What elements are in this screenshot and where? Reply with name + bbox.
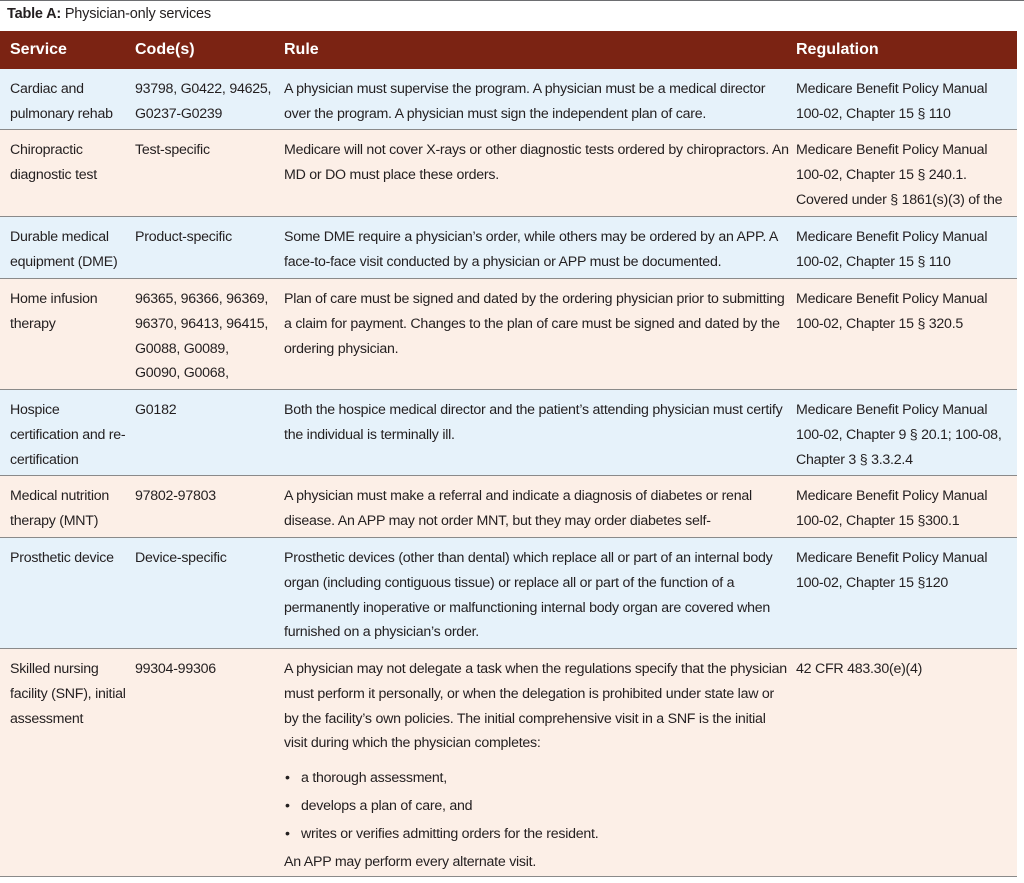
regulation-cell: Medicare Benefit Policy Manual 100-02, Chapter 15 §120 [796, 550, 988, 591]
rule-bullet-item: • a thorough assessment, [284, 766, 789, 791]
regulation-cell: Medicare Benefit Policy Manual 100-02, Chapter 15 § 110 [796, 81, 988, 122]
regulation-cell: Medicare Benefit Policy Manual 100-02, Chapter 9 § 20.1; 100-08, Chapter 3 § 3.3.2.4 [796, 402, 1002, 468]
column-header-codes: Code(s) [135, 41, 195, 58]
table-caption [0, 0, 1024, 29]
table-row-snf [0, 649, 1017, 877]
service-cell: Chiropractic diagnostic test [10, 142, 97, 183]
column-header-regulation: Regulation [796, 41, 879, 58]
service-cell: Hospice certification and re- certification [10, 402, 126, 468]
codes-cell: Device-specific [135, 550, 227, 566]
rule-cell: Some DME require a physician’s order, while others may be ordered by an APP. A face-to-face visit conducted by a physician or APP must be documented. [284, 229, 778, 270]
codes-cell: Test-specific [135, 142, 210, 158]
rule-bullet-item: • develops a plan of care, and [284, 794, 789, 819]
table-caption-text: Physician-only services [61, 6, 211, 22]
service-cell: Cardiac and pulmonary rehab [10, 81, 113, 122]
rule-cell: A physician must make a referral and indicate a diagnosis of diabetes or renal disease. An APP may not order MNT, but they may order diabetes self- [284, 488, 752, 529]
table-row-dme [0, 217, 1017, 279]
codes-cell: 97802-97803 [135, 488, 216, 504]
rule-cell: Both the hospice medical director and the patient’s attending physician must certify the individual is terminally ill. [284, 402, 783, 443]
regulation-cell: Medicare Benefit Policy Manual 100-02, Chapter 15 § 240.1. Covered under § 1861(s)(3) of the [796, 142, 1003, 208]
rule-cell [284, 657, 789, 874]
rule-cell: A physician must supervise the program. A physician must be a medical director over the program. A physician must sign the independent plan of care. [284, 81, 766, 122]
regulation-cell: Medicare Benefit Policy Manual 100-02, Chapter 15 § 110 [796, 229, 988, 270]
column-header-rule: Rule [284, 41, 319, 58]
regulation-cell: Medicare Benefit Policy Manual 100-02, Chapter 15 § 320.5 [796, 291, 988, 332]
table-row-cardiac-rehab [0, 69, 1017, 130]
service-cell: Medical nutrition therapy (MNT) [10, 488, 110, 529]
table-row-chiropractic [0, 130, 1017, 217]
service-cell: Home infusion therapy [10, 291, 98, 332]
regulation-cell: Medicare Benefit Policy Manual 100-02, Chapter 15 §300.1 [796, 488, 988, 529]
service-cell: Durable medical equipment (DME) [10, 229, 118, 270]
table-caption-label: Table A: [7, 6, 61, 22]
codes-cell: 99304-99306 [135, 661, 216, 677]
rule-text: A physician may not delegate a task when the regulations specify that the physician must perform it personally, or when the delegation is prohibited under state law or by the facility’s own policies. The initial comprehensive visit in a SNF is the initial visit during which the physician completes: [284, 661, 787, 752]
table-row-prosthetic [0, 538, 1017, 649]
service-cell: Prosthetic device [10, 550, 114, 566]
table-row-hospice [0, 390, 1017, 476]
rule-cell: Plan of care must be signed and dated by the ordering physician prior to submitting a claim for payment. Changes to the plan of care must be signed and dated by the ordering physician. [284, 291, 785, 357]
codes-cell: 93798, G0422, 94625, G0237-G0239 [135, 81, 272, 122]
rule-cell: Prosthetic devices (other than dental) which replace all or part of an internal body organ (including contiguous tissue) or replace all or part of the function of a permanently inoperative or malfunctioning internal body organ are covered when furnished on a physician’s order. [284, 550, 773, 641]
regulation-cell: 42 CFR 483.30(e)(4) [796, 661, 923, 677]
table-row-mnt [0, 476, 1017, 538]
codes-cell: G0182 [135, 402, 177, 418]
column-header-service: Service [10, 41, 67, 58]
rule-bullet-list [284, 766, 789, 846]
rule-bullet-item: • writes or verifies admitting orders for the resident. [284, 822, 789, 847]
rule-cell: Medicare will not cover X-rays or other diagnostic tests ordered by chiropractors. An MD or DO must place these orders. [284, 142, 789, 183]
service-cell: Skilled nursing facility (SNF), initial assessment [10, 661, 126, 727]
table-row-home-infusion [0, 279, 1017, 390]
codes-cell: 96365, 96366, 96369, 96370, 96413, 96415, G0088, G0089, G0090, G0068, [135, 291, 269, 382]
rule-closing-text: An APP may perform every alternate visit. [284, 853, 537, 870]
codes-cell: Product-specific [135, 229, 232, 245]
table-header [0, 31, 1017, 69]
